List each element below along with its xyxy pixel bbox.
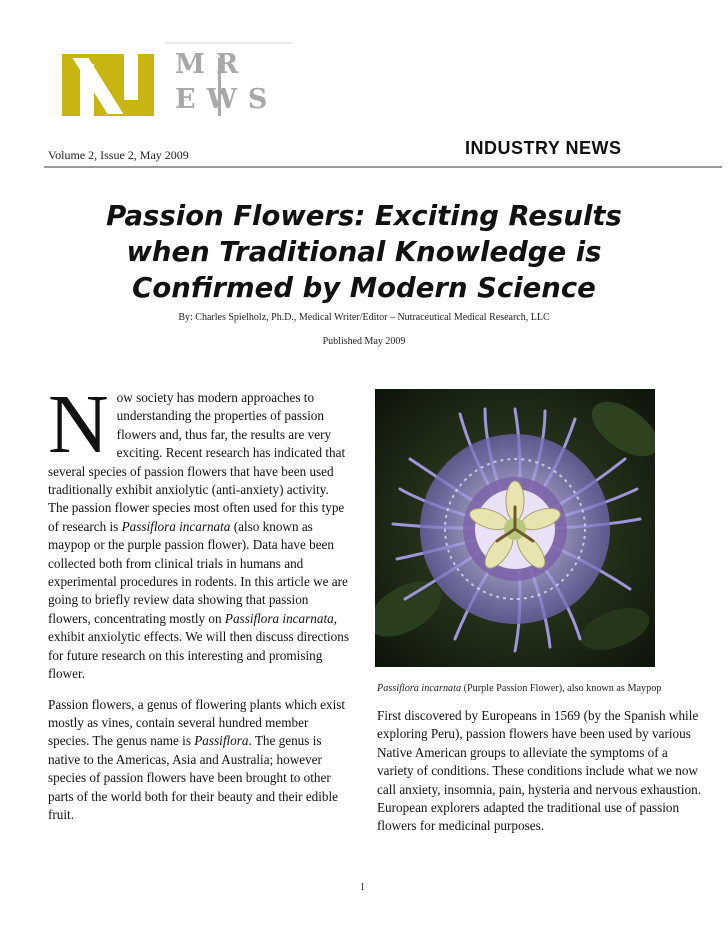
logo-text-line2: EWS [175, 84, 279, 115]
left-column [48, 378, 352, 836]
section-heading: INDUSTRY NEWS [465, 138, 622, 158]
right-column [377, 707, 707, 848]
publication-logo [62, 42, 292, 124]
passion-flower-photo [375, 389, 655, 667]
paragraph-history: First discovered by Europeans in 1569 (by the Spanish while exploring Peru), passion flowers have been used by various Native American groups to alleviate the symptoms of a variety of conditions. These conditions include what we now call anxiety, insomnia, pain, hysteria and nervous exhaustion. European explorers adapted the traditional use of passion flowers for medicinal purposes. [377, 708, 701, 834]
photo-caption: Passiflora incarnata (Purple Passion Flower), also known as Maypop [377, 683, 662, 694]
article-byline: By: Charles Spielholz, Ph.D., Medical Writer/Editor – Nutraceutical Medical Research, LLC [178, 312, 550, 323]
article-title: Passion Flowers: Exciting Results when Traditional Knowledge is Confirmed by Modern Science [106, 200, 622, 304]
logo-text-line1: MR [175, 49, 250, 80]
logo-mark [62, 54, 154, 116]
header-divider [44, 166, 722, 168]
drop-cap: N [48, 378, 109, 471]
paragraph-genus: Passion flowers, a genus of flowering plants which exist mostly as vines, contain several hundred member species. The genus name is Passiflora. The genus is native to the Americas, Asia and Australia; however species of passion flowers have been brought to other parts of the world both for their beauty and their edible fruit. [48, 696, 346, 822]
paragraph-intro: Now society has modern approaches to understanding the properties of passion flowers and, thus far, the results are very exciting. Recent research has indicated that several species of passion flowers that have been used traditionally exhibit anxiolytic (anti-anxiety) activity. The passion flower species most often used for this type of research is Passiflora incarnata (also known as maypop or the purple passion flower). Data have been collected both from clinical trials in humans and experimental procedures in rodents. In this article we are going to briefly review data showing that passion flowers, concentrating mostly on Passiflora incarnata, exhibit anxiolytic effects. We will then discuss directions for future research on this interesting and promising flower. [48, 378, 349, 682]
page-number: 1 [360, 882, 365, 893]
publish-date: Published May 2009 [322, 336, 406, 347]
issue-info: Volume 2, Issue 2, May 2009 [48, 148, 189, 162]
